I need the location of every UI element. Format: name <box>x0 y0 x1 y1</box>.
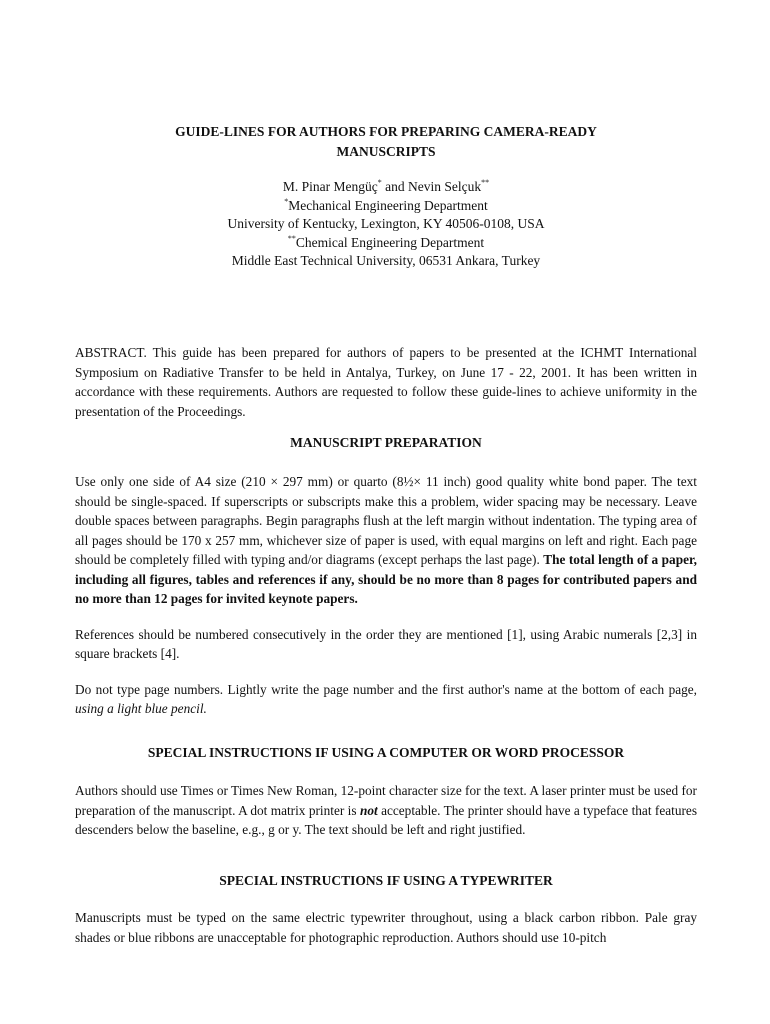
affiliation-1-dept <box>75 197 697 216</box>
paper-format-text: Use only one side of A4 size (210 × 297 mm) or quarto (8½× 11 inch) good quality white bond paper. The text should be single-spaced. If superscripts or subscripts make this a problem, wider spacing may be necessary. Leave double spaces between paragraphs. Begin paragraphs flush at the left margin without indentation. The typing area of all pages should be 170 x 257 mm, whichever size of paper is used, with equal margins on left and right. Each page should be completely filled with typing and/or diagrams (except perhaps the last page). <box>75 474 697 567</box>
affiliation-2-dept-text: Chemical Engineering Department <box>295 234 485 250</box>
page-limit-text: The total length of a paper, including all figures, tables and references if any, should be no more than 8 pages for contributed papers and no more than 12 pages for invited keynote papers. <box>75 552 697 606</box>
section-heading-manuscript-preparation: MANUSCRIPT PREPARATION <box>290 435 482 450</box>
paragraph-page-numbers <box>75 680 697 719</box>
affiliation-1-univ: University of Kentucky, Lexington, KY 40506-0108, USA <box>227 216 545 232</box>
author-1-name: M. Pinar Mengüç <box>282 179 378 194</box>
computer-text-2: acceptable. The printer should have a typeface that features descenders below the baseline, e.g., g or y. The text should be left and right justified. <box>75 802 697 837</box>
author-2-name: and Nevin Selçuk <box>381 179 482 194</box>
author-block <box>75 178 697 271</box>
author-2-mark: ** <box>481 178 490 187</box>
affiliation-1-mark: * <box>284 196 289 206</box>
author-names <box>75 178 697 197</box>
affiliation-2-mark: ** <box>287 233 296 243</box>
affiliation-2-univ: Middle East Technical University, 06531 Ankara, Turkey <box>231 253 541 269</box>
author-1-mark: * <box>377 178 382 187</box>
blue-pencil-text: using a light blue pencil. <box>75 701 207 716</box>
paragraph-references: References should be numbered consecutively in the order they are mentioned [1], using Arabic numerals [2,3] in square brackets [4]. <box>75 626 697 661</box>
affiliation-2-dept <box>75 234 697 253</box>
section-heading-computer: SPECIAL INSTRUCTIONS IF USING A COMPUTER OR WORD PROCESSOR <box>147 745 625 760</box>
computer-text-1: Authors should use Times or Times New Roman, 12-point character size for the text. A laser printer must be used for preparation of the manuscript. A dot matrix printer is <box>75 783 697 818</box>
not-emphasis: not <box>359 802 378 818</box>
abstract-text: ABSTRACT. This guide has been prepared for authors of papers to be presented at the ICHMT International Symposium on Radiative Transfer to be held in Antalya, Turkey, on June 17 - 22, 2001. It has been written in accordance with these requirements. Authors are requested to follow these guide-lines to achieve uniformity in the presentation of the Proceedings. <box>75 345 697 419</box>
section-computer <box>75 781 697 840</box>
abstract <box>75 343 697 421</box>
page-numbers-text: Do not type page numbers. Lightly write the page number and the first author's name at the bottom of each page, <box>75 681 697 697</box>
section-typewriter <box>75 908 697 947</box>
section-manuscript-preparation <box>75 472 697 719</box>
paragraph-paper-format <box>75 472 697 609</box>
title-line-2: MANUSCRIPTS <box>336 144 436 159</box>
title-line-1: GUIDE-LINES FOR AUTHORS FOR PREPARING CAMERA-READY <box>175 124 597 139</box>
paragraph-typewriter-instructions: Manuscripts must be typed on the same electric typewriter throughout, using a black carbon ribbon. Pale gray shades or blue ribbons are unacceptable for photographic reproduction. Authors should use 10-pitch <box>75 910 697 945</box>
paragraph-computer-instructions <box>75 781 697 840</box>
section-heading-typewriter: SPECIAL INSTRUCTIONS IF USING A TYPEWRITER <box>219 873 553 888</box>
document-title <box>75 122 697 162</box>
affiliation-1-dept-text: Mechanical Engineering Department <box>288 197 488 213</box>
